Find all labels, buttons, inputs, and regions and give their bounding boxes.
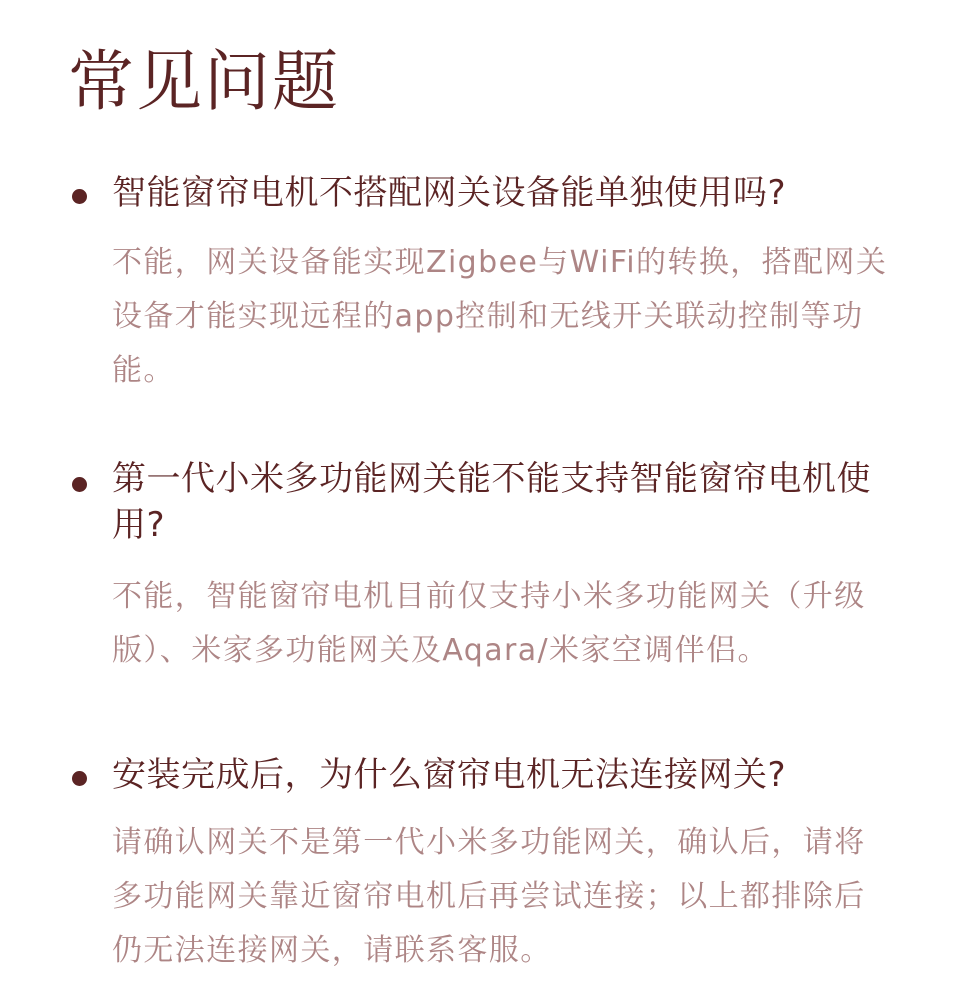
faq-question: 智能窗帘电机不搭配网关设备能单独使用吗? bbox=[112, 173, 787, 213]
bullet-icon bbox=[72, 189, 87, 204]
faq-question: 第一代小米多功能网关能不能支持智能窗帘电机使用? bbox=[112, 459, 871, 545]
page-title: 常见问题 bbox=[68, 43, 340, 120]
bullet-icon bbox=[72, 771, 87, 786]
faq-answer: 请确认网关不是第一代小米多功能网关，确认后，请将多功能网关靠近窗帘电机后再尝试连接；以上都排除后仍无法连接网关，请联系客服。 bbox=[112, 825, 866, 968]
bullet-icon bbox=[72, 477, 87, 492]
faq-question: 安装完成后，为什么窗帘电机无法连接网关? bbox=[112, 755, 787, 795]
faq-answer: 不能，智能窗帘电机目前仅支持小米多功能网关（升级版）、米家多功能网关及Aqara/米家空调伴侣。 bbox=[112, 579, 866, 668]
faq-answer: 不能，网关设备能实现Zigbee与WiFi的转换，搭配网关设备才能实现远程的app控制和无线开关联动控制等功能。 bbox=[112, 245, 888, 388]
